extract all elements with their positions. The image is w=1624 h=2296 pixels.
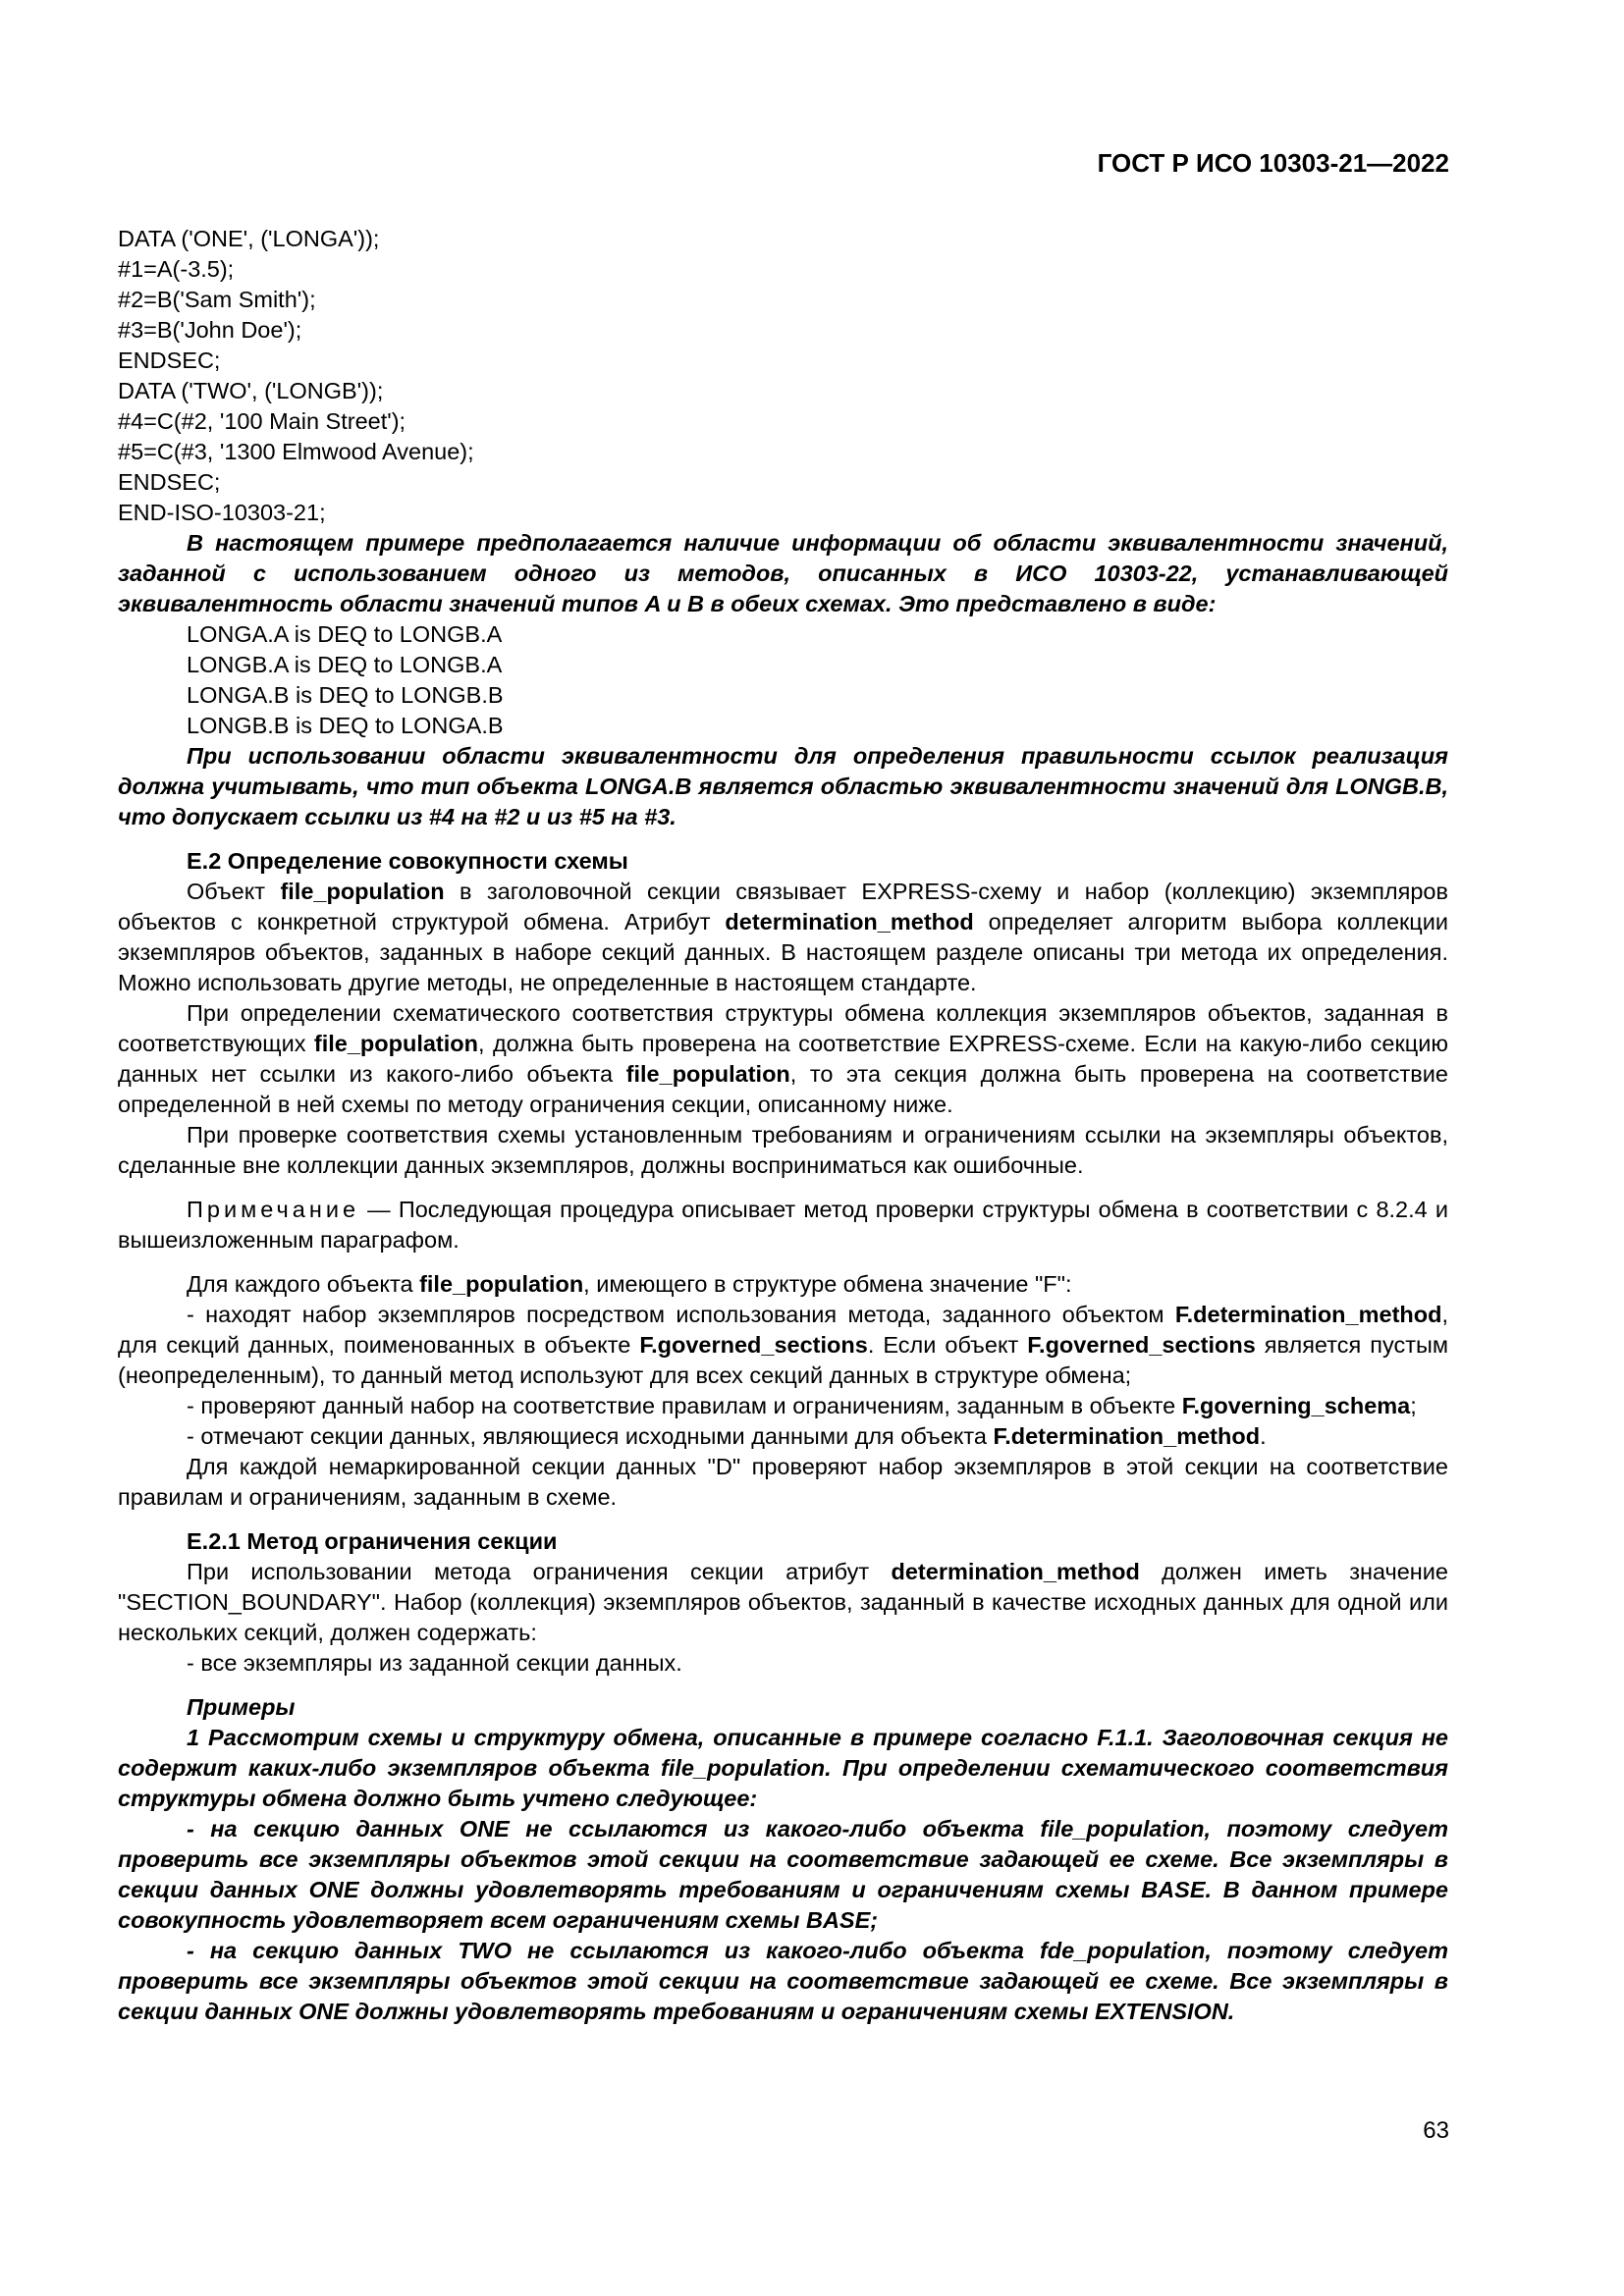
page-number: 63 — [1423, 2117, 1449, 2144]
code-block — [118, 224, 1448, 528]
example-paragraph: 1 Рассмотрим схемы и структуру обмена, описанные в примере согласно F.1.1. Заголовочная секция не содержит каких-либо экземпляров объекта file_population. При определении схематического соответствия структуры обмена должно быть учтено следующее: — [118, 1725, 1448, 1811]
note-paragraph: Примечание — Последующая процедура описывает метод проверки структуры обмена в соответствии с 8.2.4 и вышеизложенным параграфом. — [118, 1197, 1448, 1253]
body-paragraph: Для каждой немаркированной секции данных "D" проверяют набор экземпляров в этой секции на соответствие правилам и ограничениям, заданным в схеме. — [118, 1454, 1448, 1510]
deq-line: LONGA.A is DEQ to LONGB.A — [187, 621, 503, 647]
page-content — [118, 224, 1448, 2027]
body-paragraph: При использовании метода ограничения секции атрибут determination_method должен иметь значение "SECTION_BOUNDARY". Набор (коллекция) экземпляров объектов, заданный в качестве исходных данных для одной или нескольких секций, должен содержать: — [118, 1559, 1448, 1645]
code-line: ENDSEC; — [118, 469, 221, 495]
section-heading: E.2 Определение совокупности схемы — [187, 848, 628, 874]
example-paragraph: - на секцию данных ONE не ссылаются из какого-либо объекта file_population, поэтому следует проверить все экземпляры объектов этой секции на соответствие задающей ее схеме. Все экземпляры в секции данных ONE должны удовлетворять требованиям и ограничениям схемы BASE. В данном примере совокупность удовлетворяет всем ограничениям схемы BASE; — [118, 1816, 1448, 1933]
subsection-heading: E.2.1 Метод ограничения секции — [187, 1528, 558, 1554]
code-line: #5=C(#3, '1300 Elmwood Avenue); — [118, 439, 474, 464]
list-item: - все экземпляры из заданной секции данных. — [187, 1650, 682, 1676]
note-label: Примечание — [187, 1197, 360, 1222]
body-paragraph: Объект file_population в заголовочной секции связывает EXPRESS-схему и набор (коллекцию) экземпляров объектов с конкретной структурой обмена. Атрибут determination_method определяет алгоритм выбора коллекции экземпляров объектов, заданных в наборе секций данных. В настоящем разделе описаны три метода их определения. Можно использовать другие методы, не определенные в настоящем стандарте. — [118, 879, 1449, 995]
deq-line: LONGA.B is DEQ to LONGB.B — [187, 682, 504, 708]
deq-line: LONGB.A is DEQ to LONGB.A — [187, 652, 503, 677]
code-line: #3=B('John Doe'); — [118, 317, 302, 343]
list-item: - проверяют данный набор на соответствие правилам и ограничениям, заданным в объекте F.governing_schema; — [187, 1393, 1417, 1418]
document-header: ГОСТ Р ИСО 10303-21—2022 — [1097, 148, 1449, 178]
code-line: #1=A(-3.5); — [118, 256, 235, 282]
example-paragraph: - на секцию данных TWO не ссылаются из какого-либо объекта fde_population, поэтому следует проверить все экземпляры объектов этой секции на соответствие задающей ее схеме. Все экземпляры в секции данных ONE должны удовлетворять требованиям и ограничениям схемы EXTENSION. — [118, 1938, 1448, 2024]
code-line: ENDSEC; — [118, 347, 221, 373]
body-paragraph: При определении схематического соответствия структуры обмена коллекция экземпляров объектов, заданная в соответствующих file_population, должна быть проверена на соответствие EXPRESS-схеме. Если на какую-либо секцию данных нет ссылки из какого-либо объекта file_population, то эта секция должна быть проверена на соответствие определенной в ней схемы по методу ограничения секции, описанному ниже. — [118, 1000, 1448, 1117]
code-line: #4=C(#2, '100 Main Street'); — [118, 408, 406, 434]
list-item: - находят набор экземпляров посредством использования метода, заданного объектом F.determination_method, для секций данных, поименованных в объекте F.governed_sections. Если объект F.governed_sections является пустым (неопределенным), то данный метод используют для всех секций данных в структуре обмена; — [118, 1302, 1449, 1388]
code-line: #2=B('Sam Smith'); — [118, 287, 316, 312]
code-line: DATA ('TWO', ('LONGB')); — [118, 378, 384, 403]
body-paragraph: При проверке соответствия схемы установленным требованиям и ограничениям ссылки на экземпляры объектов, сделанные вне коллекции данных экземпляров, должны восприниматься как ошибочные. — [118, 1122, 1448, 1178]
deq-list — [187, 619, 1448, 741]
code-line: DATA ('ONE', ('LONGA')); — [118, 226, 380, 251]
body-paragraph: Для каждого объекта file_population, имеющего в структуре обмена значение "F": — [187, 1271, 1072, 1297]
deq-line: LONGB.B is DEQ to LONGA.B — [187, 713, 504, 738]
list-item: - отмечают секции данных, являющиеся исходными данными для объекта F.determination_method. — [187, 1423, 1267, 1449]
code-line: END-ISO-10303-21; — [118, 500, 326, 525]
example-paragraph: В настоящем примере предполагается наличие информации об области эквивалентности значений, заданной с использованием одного из методов, описанных в ИСО 10303-22, устанавливающей эквивалентность области значений типов A и B в обеих схемах. Это представлено в виде: — [118, 530, 1448, 616]
examples-heading: Примеры — [187, 1694, 296, 1720]
example-paragraph: При использовании области эквивалентности для определения правильности ссылок реализация должна учитывать, что тип объекта LONGA.B является областью эквивалентности значений для LONGB.B, что допускает ссылки из #4 на #2 и из #5 на #3. — [118, 743, 1448, 829]
